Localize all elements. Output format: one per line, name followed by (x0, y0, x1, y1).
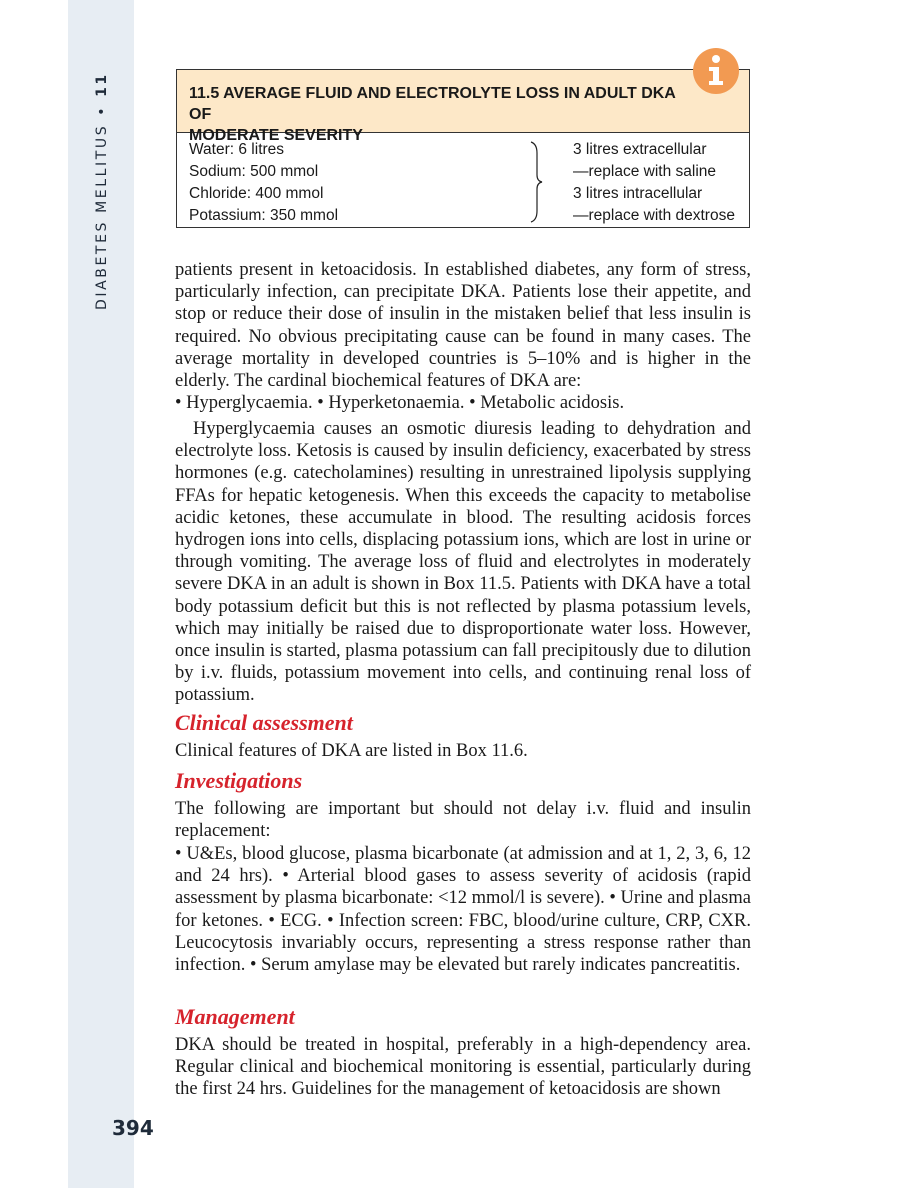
paragraph-text: Clinical features of DKA are listed in Box 11.6. (175, 741, 528, 761)
running-head-section: DIABETES MELLITUS (94, 123, 110, 310)
heading-clinical-assessment: Clinical assessment (175, 710, 353, 735)
features-text: • Hyperglycaemia. • Hyperketonaemia. • Metabolic acidosis. (175, 393, 625, 413)
running-head (90, 70, 114, 310)
paragraph-text: patients present in ketoacidosis. In established diabetes, any form of stress, particularly infection, can precipitate DKA. Patients lose their appetite, and stop or reduce their dose of insulin in the mistaken belief that less insulin is required. No obvious precipitating cause can be found in many cases. The average mortality in developed countries is 5–10% and is higher in the elderly. The cardinal biochemical features of DKA are: (175, 260, 751, 392)
running-head-chapter: 11 (94, 72, 110, 97)
box-header (177, 70, 749, 144)
brace-icon (529, 141, 545, 223)
body-paragraph-1 (175, 259, 751, 392)
investigations-intro (175, 798, 751, 842)
box-left-row: Water: 6 litres (189, 141, 285, 158)
clinical-text (175, 740, 751, 762)
paragraph-text: Hyperglycaemia causes an osmotic diuresis leading to dehydration and electrolyte loss. Ketosis is caused by insulin deficiency, exacerbated by stress hormones (e.g. catecholamines) resulting in unrestrained lipolysis supplying FFAs for hepatic ketogenesis. When this exceeds the capacity to metabolise acidic ketones, these accumulate in blood. The resulting acidosis forces hydrogen ions into cells, displacing potassium ions, which are lost in urine or through vomiting. The average loss of fluid and electrolytes in moderately severe DKA in an adult is shown in Box 11.5. Patients with DKA have a total body potassium deficit but this is not reflected by plasma potassium levels, which may initially be raised due to disproportionate water loss. However, once insulin is started, plasma potassium can fall precipitously due to dilution by i.v. fluids, potassium movement into cells, and continuing renal loss of potassium. (175, 419, 751, 706)
box-right-column (573, 139, 735, 227)
box-body (177, 133, 749, 227)
box-title-line2: MODERATE SEVERITY (189, 127, 363, 144)
page-number: 394 (112, 1116, 154, 1140)
body-paragraph-2 (175, 418, 751, 707)
features-list (175, 392, 751, 414)
box-right-row: —replace with saline (573, 163, 717, 180)
box-right-row: 3 litres extracellular (573, 141, 707, 158)
box-title-line1: 11.5 AVERAGE FLUID AND ELECTROLYTE LOSS IN ADULT DKA OF (189, 85, 676, 123)
management-text (175, 1034, 751, 1101)
heading-management: Management (175, 1004, 295, 1029)
box-left-column (189, 139, 338, 227)
box-right-row: —replace with dextrose (573, 207, 735, 224)
box-left-row: Potassium: 350 mmol (189, 207, 339, 224)
box-left-row: Chloride: 400 mmol (189, 185, 324, 202)
investigations-list (175, 843, 751, 976)
info-box-11-5 (176, 69, 750, 228)
paragraph-text: The following are important but should not delay i.v. fluid and insulin replacement: (175, 799, 751, 842)
running-head-dot: • (94, 104, 110, 116)
info-icon (693, 48, 739, 94)
box-left-row: Sodium: 500 mmol (189, 163, 319, 180)
paragraph-text: • U&Es, blood glucose, plasma bicarbonate (at admission and at 1, 2, 3, 6, 12 and 24 hrs). • Arterial blood gases to assess severity of acidosis (rapid assessment by plasma bicarbonate: <12 mmol/l is severe). • Urine and plasma for ketones. • ECG. • Infection screen: FBC, blood/urine culture, CRP, CXR. Leucocytosis invariably occurs, representing a stress response rather than infection. • Serum amylase may be elevated but rarely indicates pancreatitis. (175, 844, 751, 976)
box-right-row: 3 litres intracellular (573, 185, 703, 202)
heading-investigations: Investigations (175, 768, 303, 793)
paragraph-text: DKA should be treated in hospital, preferably in a high-dependency area. Regular clinical and biochemical monitoring is essential, particularly during the first 24 hrs. Guidelines for the management of ketoacidosis are shown (175, 1035, 751, 1100)
